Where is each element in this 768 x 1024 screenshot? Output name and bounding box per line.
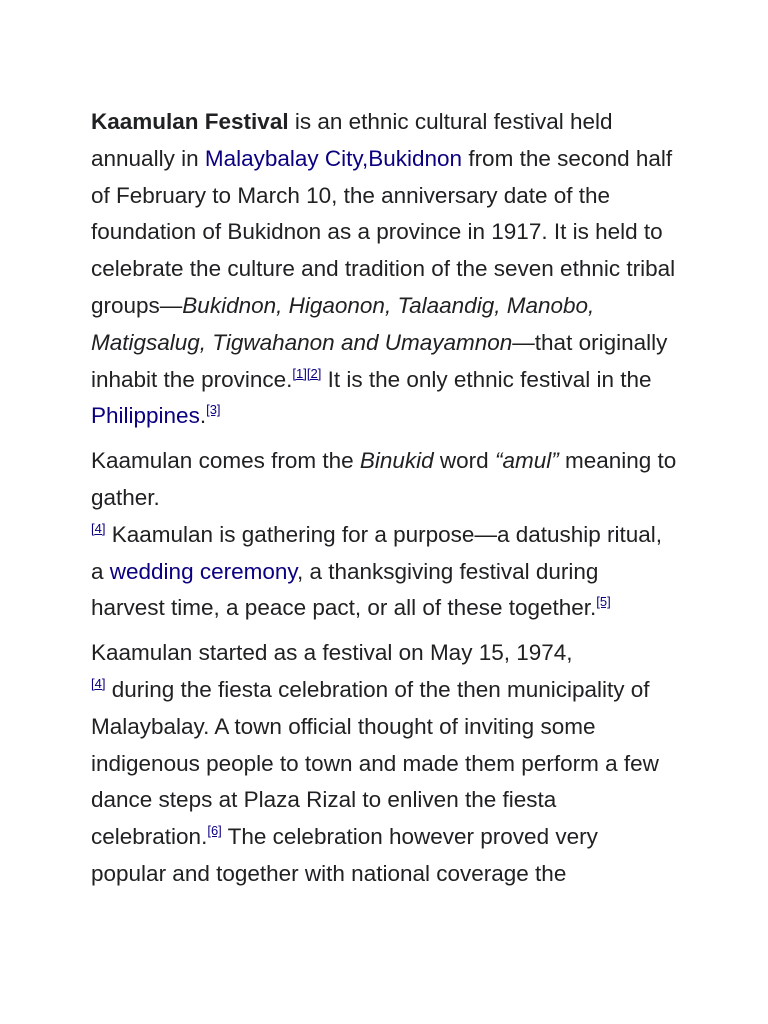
citation-6 [207, 823, 221, 838]
etymology-text-4: Kaamulan is gathering for a purpose—a datuship ritual, a [91, 521, 663, 584]
article-title: Kaamulan Festival [91, 109, 289, 134]
citation-link-5[interactable]: [5] [596, 594, 611, 610]
etymology-text-5: , a thanksgiving festival during harvest time, a peace pact, or all of these together. [91, 558, 599, 621]
citation-link-1[interactable]: [1] [292, 365, 307, 381]
binukid-term: Binukid [359, 448, 434, 474]
intro-text-2: from the second half of February to March 10, the anniversary date of the foundation of Bukidnon as a province in 1917. It is held to celebrate the culture and tradition of the seven ethnic tribal groups— [91, 145, 676, 318]
link-philippines[interactable]: Philippines [91, 403, 200, 429]
citation-4b [91, 676, 105, 691]
link-wedding-ceremony[interactable]: wedding ceremony [109, 558, 297, 584]
intro-text-3: —that originally inhabit the province. [91, 329, 668, 392]
etymology-text-1: Kaamulan comes from the [91, 448, 360, 474]
intro-text-5: . [199, 403, 207, 429]
etymology-text-3: meaning to gather. [91, 448, 677, 510]
amul-term: “amul” [494, 448, 559, 474]
citation-5 [596, 594, 610, 609]
citation-link-6[interactable]: [6] [207, 823, 222, 839]
link-malaybalay-bukidnon[interactable]: Malaybalay City,Bukidnon [204, 145, 463, 171]
paragraph-history [91, 635, 678, 893]
history-text-1: Kaamulan started as a festival on May 15, 1974, [91, 640, 573, 666]
citation-link-2[interactable]: [2] [306, 365, 322, 381]
intro-text-1: is an ethnic cultural festival held annually in [91, 109, 613, 171]
citation-link-4b[interactable]: [4] [91, 675, 106, 691]
tribe-list: Bukidnon, Higaonon, Talaandig, Manobo, Matigsalug, Tigwahanon and Umayamnon [91, 292, 595, 355]
history-text-2: during the fiesta celebration of the then municipality of Malaybalay. A town official thought of inviting some indigenous people to town and made them perform a few dance steps at Plaza Rizal to enliven the fiesta celebration. [91, 676, 659, 850]
citation-link-4[interactable]: [4] [91, 520, 106, 536]
citation-link-3[interactable]: [3] [206, 402, 221, 418]
etymology-text-2: word [433, 448, 495, 474]
paragraph-etymology [91, 443, 678, 627]
citation-1 [292, 366, 321, 381]
paragraph-intro [91, 104, 678, 435]
citation-4 [91, 521, 105, 536]
citation-3 [206, 402, 220, 417]
intro-text-4: It is the only ethnic festival in the [321, 366, 652, 392]
history-text-3: The celebration however proved very popular and together with national coverage the [91, 824, 598, 886]
